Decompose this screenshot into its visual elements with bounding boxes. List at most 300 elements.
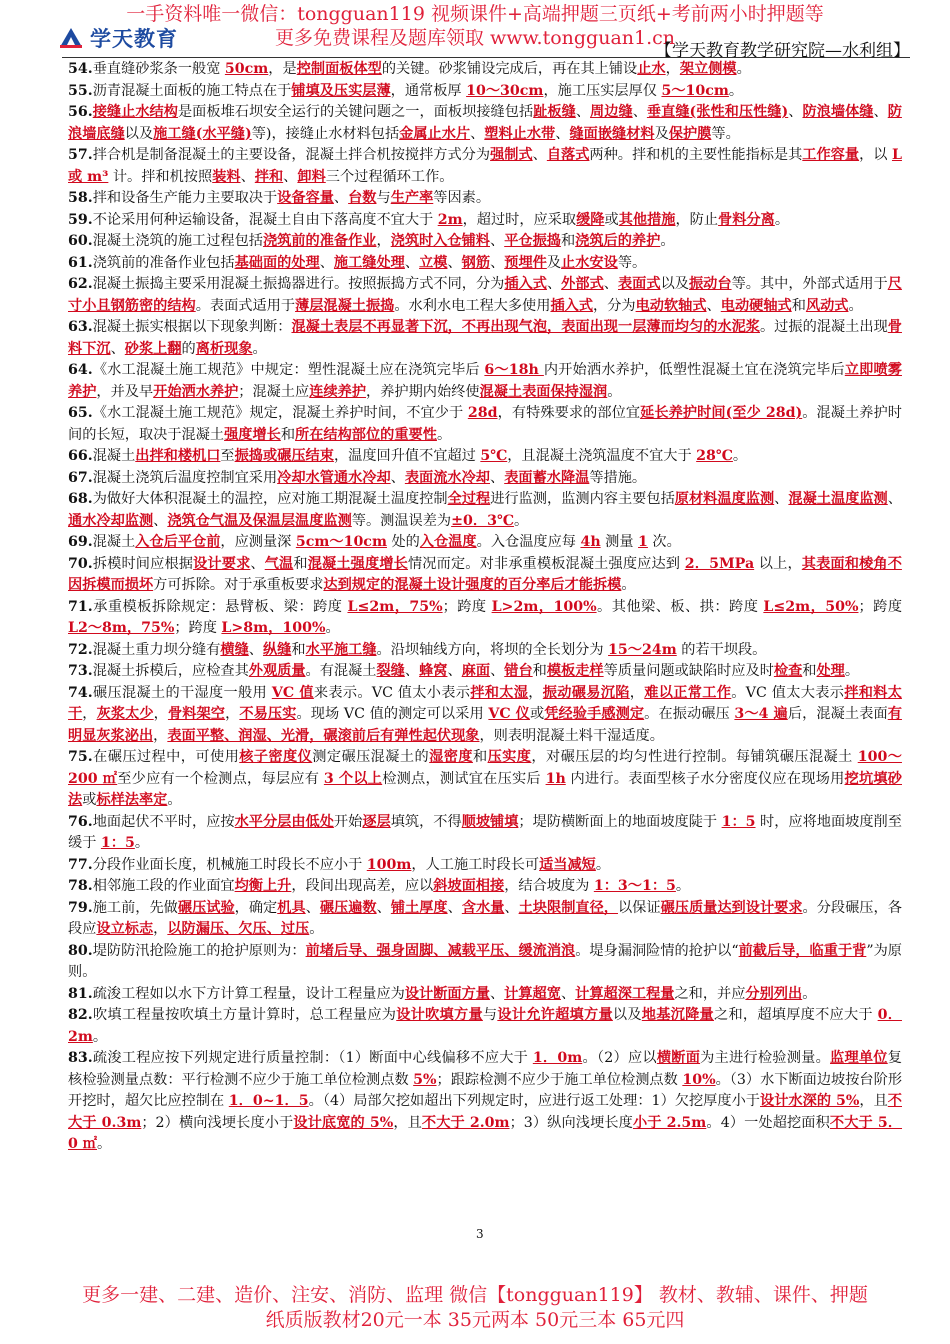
answer-highlight: 难以正常工作 (644, 684, 732, 701)
text-run: 浇筑前的准备作业包括 (92, 254, 235, 271)
text-run: 的关键。砂浆铺设完成后，再在其上铺设 (381, 61, 638, 77)
answer-highlight: 计算超宽 (504, 985, 561, 1002)
answer-highlight: 灰浆太少 (96, 706, 154, 722)
answer-highlight: 防浪墙体缝 (802, 104, 874, 120)
text-run: 、 (250, 555, 265, 572)
text-run: ， (629, 684, 645, 701)
answer-highlight: 设立标志 (96, 921, 154, 937)
item-number: 58. (68, 190, 93, 206)
text-run: 。 (513, 512, 529, 529)
text-run: 以及 (612, 1007, 642, 1023)
text-run: 、 (774, 491, 789, 507)
paragraph-item (68, 81, 902, 103)
answer-highlight: 外部式 (561, 276, 604, 292)
text-run: 等质量问题或缺陷时应及时 (603, 663, 774, 679)
text-run: 混凝土重力坝分缝有 (92, 641, 221, 658)
text-run: 、 (873, 104, 888, 120)
paragraph-item (68, 554, 902, 597)
answer-highlight: 4h (580, 534, 601, 550)
text-run: 。分段碾压，各段应 (68, 899, 902, 937)
text-run: 疏浚工程应按下列规定进行质量控制：（1）断面中心线偏移不应大于 (92, 1050, 533, 1066)
answer-highlight: 骨料架空 (167, 706, 226, 722)
answer-highlight: 装料 (212, 168, 241, 185)
answer-highlight: 骨料下沉 (68, 319, 902, 357)
text-run: 等。其中，外部式适用于 (731, 276, 888, 292)
answer-highlight: 分别列出 (745, 985, 803, 1002)
text-run: 以保证 (617, 899, 661, 916)
text-run: 碾压混凝土的干湿度一般用 (92, 684, 272, 701)
text-run: 。 (848, 297, 863, 314)
answer-highlight: 电动硬轴式 (720, 297, 792, 314)
text-run: 等)，接缝止水材料包括 (251, 125, 400, 142)
answer-highlight: 表面蓄水降温 (504, 469, 590, 486)
answer-highlight: 金属止水片 (399, 125, 471, 142)
answer-highlight: 模板走样 (546, 663, 604, 679)
answer-highlight: 设计要求 (193, 555, 251, 572)
text-run: 后，混凝土表面 (787, 706, 888, 722)
answer-highlight: 连续养护 (309, 383, 367, 400)
answer-highlight: 有明显灰浆泌出 (68, 706, 902, 744)
answer-highlight: 不大于 2.0m (421, 1114, 510, 1131)
answer-highlight: 止水安设 (561, 254, 618, 271)
answer-highlight: 混凝土表层不再显著下沉，不再出现气泡，表面出现一层薄而均匀的水泥浆 (291, 319, 760, 335)
footer-line1: 更多一建、二建、造价、注安、消防、监理 微信【tongguan119】 教材、教辅、课件、押题 (82, 1284, 868, 1306)
text-run: 等。 (711, 125, 740, 142)
item-number: 81. (68, 985, 93, 1002)
text-run: 。入仓温度应每 (476, 534, 581, 550)
answer-highlight: L≤2m，50% (763, 598, 859, 615)
item-number: 64. (68, 362, 93, 378)
text-run: 。堤身漏洞险情的抢护以“ (575, 942, 739, 959)
answer-highlight: 尺寸小且钢筋密的结构 (68, 276, 902, 314)
text-run: 、 (470, 125, 485, 142)
answer-highlight: 振动台 (688, 276, 732, 292)
answer-highlight: 均衡上升 (234, 878, 292, 894)
text-run: 以及 (124, 125, 154, 142)
text-run: 、 (447, 254, 462, 271)
answer-highlight: 缝面嵌缝材料 (569, 125, 655, 142)
answer-highlight: 纵缝 (262, 641, 292, 658)
text-run: ”为原则。 (68, 942, 902, 980)
text-run: 、 (555, 125, 570, 142)
text-run: 垂直缝砂浆条一般宽 (92, 61, 225, 77)
item-number: 69. (68, 534, 93, 550)
text-run: 时，应将地面坡度削至缓于 (68, 813, 902, 851)
item-number: 74. (68, 684, 93, 701)
answer-highlight: 1h (545, 770, 566, 787)
paragraph-item (68, 274, 902, 317)
text-run: 。 (92, 1028, 108, 1045)
answer-highlight: 电动软轴式 (635, 297, 707, 314)
paragraph-item (68, 941, 902, 984)
paragraph-item (68, 403, 902, 446)
text-run: 、 (110, 340, 125, 357)
answer-highlight: 生产率 (390, 190, 434, 206)
answer-highlight: 架立侧模 (679, 61, 737, 77)
answer-highlight: 工作容量 (802, 147, 860, 163)
text-run: 、 (560, 985, 576, 1002)
answer-highlight: 小于 2.5m (632, 1114, 707, 1131)
text-run: 在碾压过程中，可使用 (92, 749, 240, 765)
answer-highlight: 0．2m (68, 1007, 902, 1045)
text-run: 。混凝土养护时间的长短，取决于混凝土 (68, 405, 902, 443)
text-run: ， (528, 684, 543, 701)
answer-highlight: 麻面 (461, 663, 491, 679)
answer-highlight: 1．0~1．5 (228, 1093, 309, 1109)
item-number: 65. (68, 405, 93, 421)
text-run: ，温度回升值不宜超过 (333, 448, 481, 464)
text-run: ，则表明混凝土料干湿适度。 (479, 727, 664, 744)
answer-highlight: 1：5 (100, 835, 135, 851)
text-run: 、 (887, 491, 902, 507)
answer-highlight: 冷却水管通水冷却 (277, 469, 391, 486)
text-run: 计。拌和机按照 (108, 168, 213, 185)
text-run: 、 (603, 276, 618, 292)
text-run: ；跨度 (858, 598, 903, 615)
text-run: ，段间出现高差，应以 (291, 878, 434, 894)
text-run: 检测点，测试宜在压实后 (382, 770, 546, 787)
text-run: 。水利水电工程大多使用 (394, 297, 551, 314)
answer-highlight: 立即喷雾养护 (68, 362, 902, 400)
answer-highlight: 外观质量 (248, 663, 306, 679)
text-run: 内进行。表面型核子水分密度仪应在现场用 (565, 770, 845, 787)
header-divider (62, 57, 910, 58)
answer-highlight: 适当减短 (539, 856, 596, 873)
item-number: 68. (68, 491, 93, 507)
paragraph-item (68, 661, 902, 683)
answer-highlight: 水平分层由低处 (234, 813, 334, 830)
text-run: 两种。拌和机的主要性能指标是其 (589, 147, 803, 163)
paragraph-item (68, 898, 902, 941)
paragraph-item (68, 1048, 902, 1156)
paragraph-item (68, 317, 902, 360)
text-run: 或 (82, 792, 97, 808)
answer-highlight: 28d (467, 405, 498, 421)
answer-highlight: 防浪墙底缝 (68, 104, 902, 142)
text-run: 。 (621, 577, 636, 593)
answer-highlight: L2～8m，75% (68, 620, 175, 636)
answer-highlight: 入仓后平仓前 (135, 534, 221, 550)
text-run: 《水工混凝土施工规范》规定，混凝土养护时间，不宜少于 (92, 405, 468, 421)
paragraph-item (68, 597, 902, 640)
answer-highlight: 5～10cm (661, 82, 729, 99)
answer-highlight: 标样法率定 (96, 792, 168, 808)
answer-highlight: 其表面和棱角不因拆模而损坏 (68, 555, 902, 593)
text-run: ， (225, 706, 240, 722)
paragraph-item (68, 231, 902, 253)
text-run: 。 (732, 448, 748, 464)
text-run: 相邻施工段的作业面宜 (92, 878, 235, 894)
text-run: 。 (675, 878, 691, 894)
text-run: ；跨度 (442, 598, 492, 615)
text-run: 。其他梁、板、拱：跨度 (596, 598, 764, 615)
paragraph-item (68, 210, 902, 232)
text-run: 、 (248, 641, 263, 658)
text-run: ，超过时，应采取 (462, 211, 577, 228)
logo-mark-icon (58, 25, 84, 51)
answer-highlight: 强度增长 (224, 426, 281, 443)
answer-highlight: L 或 m³ (68, 147, 902, 185)
answer-highlight: 拌和太湿 (470, 684, 529, 701)
answer-highlight: 以防漏压、欠压、过压 (167, 921, 310, 937)
top-watermark-line2: 更多免费课程及题库领取 www.tongguan1.cn (274, 27, 676, 49)
answer-highlight: 设计底宽的 5% (293, 1114, 394, 1131)
paragraph-item (68, 188, 902, 210)
text-run: 。（4）局部欠挖如超出下列规定时，应进行返工处理：1）欠挖厚度小于 (308, 1093, 761, 1109)
item-number: 59. (68, 211, 93, 228)
answer-highlight: 立模 (419, 254, 448, 271)
answer-highlight: 延长养护时间(至少 28d) (640, 405, 803, 421)
answer-highlight: 3～4 遍 (734, 706, 788, 722)
answer-highlight: 湿密度 (429, 749, 473, 765)
answer-highlight: 地基沉降量 (641, 1007, 714, 1023)
answer-highlight: 50cm (224, 61, 269, 77)
text-run: 、 (390, 469, 405, 486)
text-run: 及 (546, 254, 562, 271)
document-body (68, 59, 902, 1156)
text-run: 、 (489, 985, 505, 1002)
text-run: 填筑，不得 (390, 813, 462, 830)
item-number: 54. (68, 61, 93, 77)
text-run: 次。 (647, 534, 681, 550)
answer-highlight: 计算超深工程量 (575, 985, 675, 1002)
text-run: ；跨度 (174, 620, 222, 636)
answer-highlight: 碾压试验 (177, 899, 235, 916)
text-run: 处的 (386, 534, 420, 550)
answer-highlight: 施工缝处理 (333, 254, 405, 271)
answer-highlight: 设计水深的 5% (760, 1093, 860, 1109)
answer-highlight: 3 个以上 (323, 770, 383, 787)
answer-highlight: 浇筑仓气温及保温层温度监测 (167, 512, 352, 529)
text-run: 、 (490, 233, 505, 249)
text-run: 。 (134, 835, 150, 851)
text-run: 与 (482, 1007, 498, 1023)
answer-highlight: 接缝止水结构 (92, 104, 178, 120)
text-run: ；混凝土应 (238, 383, 310, 400)
item-number: 56. (68, 104, 93, 120)
text-run: ；跟踪检测不应少于施工单位检测点数 (436, 1071, 683, 1088)
text-run: 、 (490, 663, 505, 679)
item-number: 62. (68, 276, 93, 292)
item-number: 61. (68, 254, 93, 271)
text-run: ，确定 (234, 899, 278, 916)
item-number: 70. (68, 555, 93, 572)
text-run: 之和，并应 (674, 985, 746, 1002)
text-run: 进行监测，监测内容主要包括 (490, 491, 675, 507)
text-run: 复核检验测量点数：平行检测不应少于施工单位检测点数 (68, 1050, 902, 1088)
answer-highlight: 表面流水冷却 (404, 469, 490, 486)
answer-highlight: VC 仪 (488, 706, 530, 722)
page-number: 3 (476, 1227, 484, 1241)
text-run: 和 (293, 555, 308, 572)
paragraph-item (68, 468, 902, 490)
text-run: 、 (376, 899, 391, 916)
text-run: 拌合机是制备混凝土的主要设备，混凝土拌合机按搅拌方式分为 (92, 147, 491, 163)
paragraph-item (68, 145, 902, 188)
answer-highlight: 预埋件 (504, 254, 547, 271)
answer-highlight: 错台 (504, 663, 533, 679)
text-run: 。4）一处超挖面积 (706, 1114, 830, 1131)
text-run: 拌和设备生产能力主要取决于 (92, 190, 278, 206)
answer-highlight: 拌和 (254, 168, 284, 185)
answer-highlight: 铺土厚度 (390, 899, 448, 916)
answer-highlight: 不易压实 (239, 706, 297, 722)
text-run: 和 (802, 663, 817, 679)
text-run: 之和，超填厚度不应大于 (714, 1007, 878, 1023)
text-run: 。 (660, 233, 675, 249)
text-run: 或 (529, 706, 545, 722)
text-run: 混凝土拆模后，应检查其 (92, 663, 249, 679)
paragraph-item (68, 812, 902, 855)
answer-highlight: 插入式 (550, 297, 594, 314)
paragraph-item (68, 532, 902, 554)
answer-highlight: L>8m，100% (221, 620, 326, 636)
text-run: 。 (436, 426, 452, 443)
text-run: 测量 (600, 534, 639, 550)
answer-highlight: 土块限制直径， (518, 899, 618, 916)
answer-highlight: 浇筑后的养护 (575, 233, 661, 249)
text-run: ，有特殊要求的部位宜 (497, 405, 641, 421)
item-number: 78. (68, 878, 93, 894)
answer-highlight: 所在结构部位的重要性 (295, 426, 437, 443)
text-run: 和 (791, 297, 806, 314)
text-run: 、 (546, 276, 562, 292)
text-run: 方可拆除。对于承重板要求 (153, 577, 324, 593)
text-run: ，通常板厚 (390, 82, 467, 99)
answer-highlight: 不大于 0.3m (68, 1093, 902, 1131)
text-run: 沥青混凝土面板的施工特点在于 (92, 82, 292, 99)
answer-highlight: 1：3～1：5 (593, 878, 676, 894)
text-run: ，分为 (593, 297, 636, 314)
answer-highlight: 碾压质量达到设计要求 (660, 899, 803, 916)
text-run: 、 (490, 469, 505, 486)
answer-highlight: 缓降 (576, 211, 605, 228)
answer-highlight: 通水冷却监测 (68, 512, 154, 529)
answer-highlight: 止水 (637, 61, 666, 77)
answer-highlight: 压实度 (487, 749, 532, 765)
answer-highlight: ±0．3℃ (451, 512, 514, 529)
text-run: 。 (728, 82, 744, 99)
item-number: 82. (68, 1007, 93, 1023)
text-run: 等。测温误差为 (351, 512, 452, 529)
text-run: 。 (97, 1136, 112, 1152)
text-run: 。 (844, 663, 860, 679)
answer-highlight: 设计断面方量 (404, 985, 490, 1002)
answer-highlight: 1 (638, 534, 648, 550)
text-run: ，施工压实层厚仅 (543, 82, 662, 99)
answer-highlight: 骨料分离 (718, 211, 775, 228)
text-run: 、 (632, 104, 647, 120)
text-run: 等因素。 (433, 190, 491, 206)
text-run: 。现场 VC 值的测定可以采用 (296, 706, 489, 722)
text-run: 和 (291, 641, 306, 658)
paragraph-item (68, 360, 902, 403)
text-run: 、 (240, 168, 255, 185)
answer-highlight: L>2m，100% (491, 598, 597, 615)
answer-highlight: 设备容量 (277, 190, 334, 206)
text-run: 测定碾压混凝土的 (312, 749, 430, 765)
answer-highlight: 斜坡面相接 (433, 878, 505, 894)
answer-highlight: 振捣或碾压结束 (234, 448, 334, 464)
text-run: 拆模时间应根据 (92, 555, 194, 572)
answer-highlight: 浇筑时入仓铺料 (390, 233, 490, 249)
footer-line2: 纸质版教材20元一本 35元两本 50元三本 65元四 (265, 1309, 685, 1331)
department-label: 【学天教育教学研究院—水利组】 (655, 41, 910, 61)
text-run: 。 (774, 211, 790, 228)
item-number: 55. (68, 82, 93, 99)
answer-highlight: 混凝土表面保持湿润 (479, 383, 608, 400)
text-run: 、 (153, 512, 168, 529)
answer-highlight: 监理单位 (830, 1050, 888, 1066)
text-run: 三个过程循环工作。 (325, 168, 454, 185)
text-run: ， (153, 921, 168, 937)
text-run: 来表示。VC 值太小表示 (313, 684, 471, 701)
text-run: 堤防防汛抢险施工的抢护原则为： (92, 942, 306, 959)
answer-highlight: 检查 (773, 663, 803, 679)
text-run: 混凝土振捣主要采用混凝土振捣器进行。按照振捣方式不同，分为 (92, 276, 505, 292)
answer-highlight: 原材料温度监测 (674, 491, 775, 507)
text-run: 、 (532, 147, 547, 163)
answer-highlight: 控制面板体型 (296, 61, 382, 77)
answer-highlight: 周边缝 (590, 104, 633, 120)
text-run: 。 (736, 61, 751, 77)
text-run: 及 (654, 125, 669, 142)
answer-highlight: L≤2m，75% (347, 598, 443, 615)
answer-highlight: 混凝土温度监测 (788, 491, 888, 507)
text-run: ， (376, 233, 391, 249)
text-run: 、 (490, 254, 505, 271)
paragraph-item (68, 59, 902, 81)
text-run: ，防止 (675, 211, 719, 228)
text-run: 分段作业面长度，机械施工时段长不应小于 (92, 856, 367, 873)
text-run: 施工前，先做 (92, 899, 178, 916)
text-run: 。 (325, 620, 340, 636)
answer-highlight: 开始洒水养护 (153, 383, 239, 400)
paragraph-item (68, 102, 902, 145)
answer-highlight: 100m (366, 856, 412, 873)
text-run: ，且混凝土浇筑温度不宜大于 (507, 448, 697, 464)
text-run: ，是 (268, 61, 297, 77)
item-number: 73. (68, 663, 93, 679)
text-run: ，应测量深 (220, 534, 296, 550)
logo (58, 23, 178, 53)
answer-highlight: 趾板缝 (533, 104, 576, 120)
answer-highlight: 振动碾易沉陷 (542, 684, 630, 701)
item-number: 72. (68, 641, 93, 658)
text-run: 的 (181, 340, 196, 357)
text-run: 。 (802, 985, 817, 1002)
text-run: 疏浚工程如以水下方计算工程量，设计工程量应为 (92, 985, 405, 1002)
text-run: ，且 (393, 1114, 422, 1131)
text-run: ， (82, 706, 97, 722)
item-number: 71. (68, 598, 93, 615)
answer-highlight: 离析现象 (195, 340, 253, 357)
text-run: 以上， (754, 555, 802, 572)
answer-highlight: 其他措施 (618, 211, 676, 228)
answer-highlight: 砂浆上翻 (124, 340, 182, 357)
text-run: 、 (447, 663, 462, 679)
answer-highlight: 2．5MPa (684, 555, 755, 572)
item-number: 60. (68, 233, 93, 249)
text-run: ，以 (859, 147, 892, 163)
answer-highlight: 不大于 5．0 ㎡ (68, 1114, 903, 1152)
text-run: 。有混凝土 (305, 663, 377, 679)
item-number: 66. (68, 448, 93, 464)
answer-highlight: 保护膜 (668, 125, 712, 142)
text-run: 混凝土浇筑后温度控制宜采用 (92, 469, 278, 486)
text-run: 、 (305, 899, 320, 916)
text-run: 的若干坝段。 (676, 641, 767, 658)
